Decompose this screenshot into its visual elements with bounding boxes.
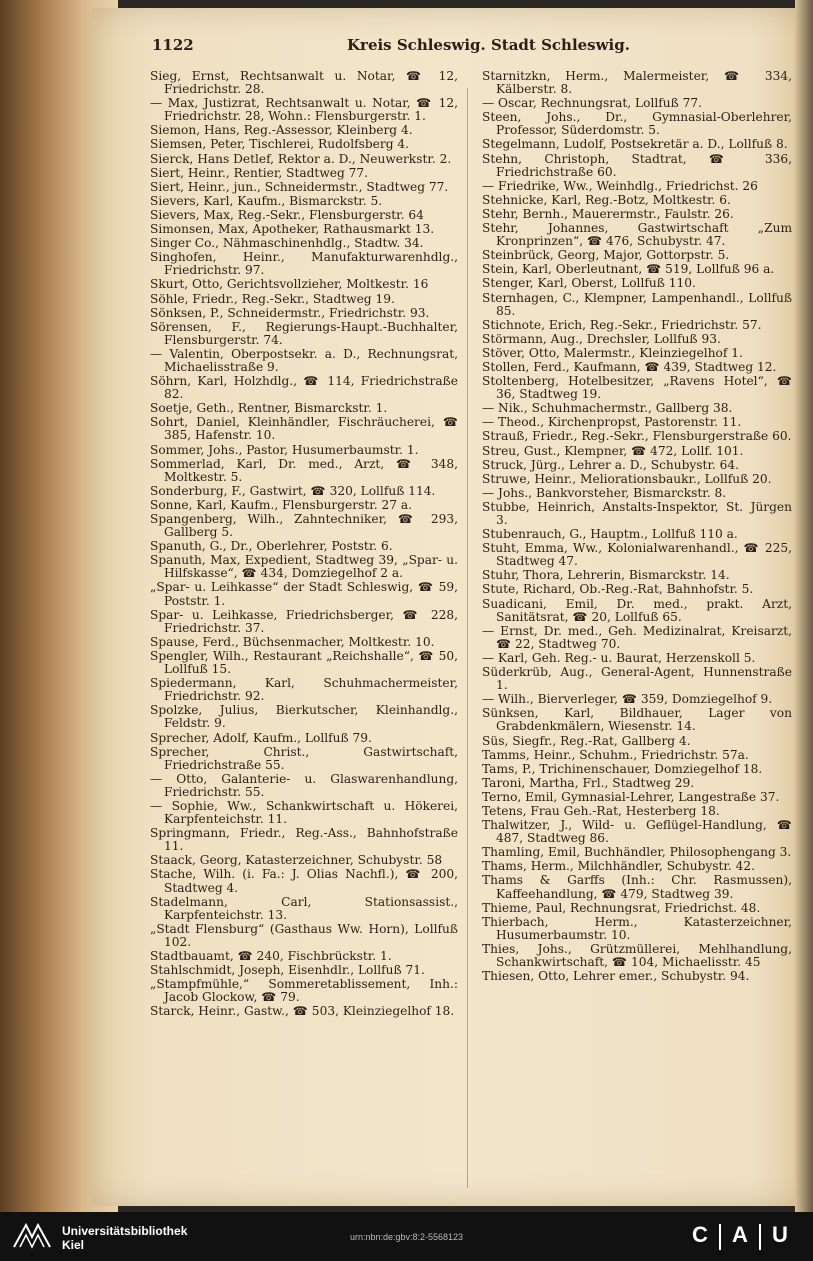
viewer-footer — [0, 1212, 813, 1261]
directory-entry: Starnitzkn, Herm., Malermeister, ☎ 334, Kälberstr. 8. — [482, 69, 792, 97]
directory-entry: Sprecher, Christ., Gastwirtschaft, Friedrichstraße 55. — [150, 744, 458, 772]
directory-entry: Stehnicke, Karl, Reg.-Botz, Moltkestr. 6. — [482, 192, 731, 207]
directory-entry: — Johs., Bankvorsteher, Bismarckstr. 8. — [482, 485, 727, 500]
directory-entry: Spolzke, Julius, Bierkutscher, Kleinhandlg., Feldstr. 9. — [150, 703, 458, 731]
directory-entry: Struwe, Heinr., Meliorationsbaukr., Lollfuß 20. — [482, 471, 772, 486]
directory-entry: Sievers, Karl, Kaufm., Bismarckstr. 5. — [150, 193, 383, 208]
directory-entry: Simonsen, Max, Apotheker, Rathausmarkt 13. — [150, 222, 435, 237]
directory-entry: Sohrt, Daniel, Kleinhändler, Fischräucherei, ☎ 385, Hafenstr. 10. — [150, 415, 458, 443]
running-head — [152, 36, 788, 62]
directory-entry: Thams, Herm., Milchhändler, Schubystr. 42. — [482, 859, 756, 874]
directory-entry: — Valentin, Oberpostsekr. a. D., Rechnungsrat, Michaelisstraße 9. — [150, 346, 458, 374]
directory-entry: Stehr, Johannes, Gastwirtschaft „Zum Kronprinzen“, ☎ 476, Schubystr. 47. — [482, 221, 792, 249]
directory-entry: Tetens, Frau Geh.-Rat, Hesterberg 18. — [482, 803, 720, 818]
right-column — [482, 70, 792, 984]
book-spine — [795, 0, 813, 1212]
directory-entry: Singhofen, Heinr., Manufakturwarenhdlg., Friedrichstr. 97. — [150, 250, 458, 278]
directory-entry: Taroni, Martha, Frl., Stadtweg 29. — [482, 775, 695, 790]
directory-entry: Sörensen, F., Regierungs-Haupt.-Buchhalter, Flensburgerstr. 74. — [150, 319, 458, 347]
directory-entry: — Otto, Galanterie- u. Glaswarenhandlung, Friedrichstr. 55. — [150, 771, 458, 799]
directory-entry: Stenger, Karl, Oberst, Lollfuß 110. — [482, 276, 696, 291]
directory-entry: Stuht, Emma, Ww., Kolonialwarenhandl., ☎ 225, Stadtweg 47. — [482, 541, 792, 569]
directory-entry: Sievers, Max, Reg.-Sekr., Flensburgerstr. 64 — [150, 207, 424, 222]
directory-entry: — Wilh., Bierverleger, ☎ 359, Domziegelhof 9. — [482, 692, 773, 707]
directory-entry: Tamms, Heinr., Schuhm., Friedrichstr. 57a. — [482, 747, 749, 762]
cau-logo-letter-u: U — [772, 1222, 788, 1247]
directory-entry: Stein, Karl, Oberleutnant, ☎ 519, Lollfuß 96 a. — [482, 262, 775, 277]
directory-entry: Sonne, Karl, Kaufm., Flensburgerstr. 27 a. — [150, 497, 412, 512]
directory-entry: Spangenberg, Wilh., Zahntechniker, ☎ 293, Gallberg 5. — [150, 512, 458, 540]
directory-entry: — Theod., Kirchenpropst, Pastorenstr. 11. — [482, 415, 742, 430]
directory-entry: Suadicani, Emil, Dr. med., prakt. Arzt, Sanitätsrat, ☎ 20, Lollfuß 65. — [482, 596, 792, 624]
directory-entry: Stehn, Christoph, Stadtrat, ☎ 336, Friedrichstraße 60. — [482, 151, 792, 179]
directory-entry: Spanuth, Max, Expedient, Stadtweg 39, „Spar- u. Hilfskasse“, ☎ 434, Domziegelhof 2 a. — [150, 553, 458, 581]
directory-entry: Stubenrauch, G., Hauptm., Lollfuß 110 a. — [482, 527, 738, 542]
page-number: 1122 — [152, 36, 194, 54]
cau-logo-letter-a: A — [732, 1222, 748, 1247]
directory-entry: — Max, Justizrat, Rechtsanwalt u. Notar, ☎ 12, Friedrichstr. 28, Wohn.: Flensburgerstr. 1. — [150, 96, 458, 124]
directory-entry: Terno, Emil, Gymnasial-Lehrer, Langestraße 37. — [482, 789, 780, 804]
book-page — [92, 8, 808, 1206]
cau-logo — [681, 1222, 799, 1250]
directory-entry: Sünksen, Karl, Bildhauer, Lager von Grabdenkmälern, Wiesenstr. 14. — [482, 706, 792, 734]
directory-entry: Siemon, Hans, Reg.-Assessor, Kleinberg 4. — [150, 123, 413, 138]
directory-entry: Stute, Richard, Ob.-Reg.-Rat, Bahnhofstr. 5. — [482, 582, 754, 597]
directory-entry: Stegelmann, Ludolf, Postsekretär a. D., Lollfuß 8. — [482, 137, 788, 152]
directory-entry: Störmann, Aug., Drechsler, Lollfuß 93. — [482, 331, 721, 346]
directory-entry: Thalwitzer, J., Wild- u. Geflügel-Handlung, ☎ 487, Stadtweg 86. — [482, 818, 792, 846]
directory-entry: — Karl, Geh. Reg.- u. Baurat, Herzenskoll 5. — [482, 650, 756, 665]
directory-entry: Staack, Georg, Katasterzeichner, Schubystr. 58 — [150, 853, 443, 868]
directory-entry: Sierck, Hans Detlef, Rektor a. D., Neuwerkstr. 2. — [150, 151, 452, 166]
directory-entry: Skurt, Otto, Gerichtsvollzieher, Moltkestr. 16 — [150, 277, 429, 292]
directory-entry: Thierbach, Herm., Katasterzeichner, Husumerbaumstr. 10. — [482, 914, 792, 942]
directory-entry: Tams, P., Trichinenschauer, Domziegelhof 18. — [482, 761, 763, 776]
directory-entry: Thies, Johs., Grützmüllerei, Mehlhandlung, Schankwirtschaft, ☎ 104, Michaelisstr. 45 — [482, 941, 792, 969]
directory-entry: Sönksen, P., Schneidermstr., Friedrichstr. 93. — [150, 305, 430, 320]
library-name: Universitätsbibliothek Kiel — [62, 1224, 188, 1252]
cau-logo-letter-c: C — [692, 1222, 708, 1247]
directory-entry: Stuhr, Thora, Lehrerin, Bismarckstr. 14. — [482, 568, 730, 583]
directory-entry: Stadelmann, Carl, Stationsassist., Karpfenteichstr. 13. — [150, 894, 458, 922]
directory-entry: Thams & Garffs (Inh.: Chr. Rasmussen), Kaffeehandlung, ☎ 479, Stadtweg 39. — [482, 873, 792, 901]
directory-entry: Singer Co., Nähmaschinenhdlg., Stadtw. 34. — [150, 236, 424, 251]
directory-entry: Sternhagen, C., Klempner, Lampenhandl., Lollfuß 85. — [482, 290, 792, 318]
directory-entry: Siemsen, Peter, Tischlerei, Rudolfsberg 4. — [150, 137, 410, 152]
running-title: Kreis Schleswig. Stadt Schleswig. — [347, 36, 630, 54]
directory-entry: Stadtbauamt, ☎ 240, Fischbrückstr. 1. — [150, 949, 392, 963]
directory-entry: — Sophie, Ww., Schankwirtschaft u. Hökerei, Karpfenteichstr. 11. — [150, 798, 458, 827]
directory-entry: Spar- u. Leihkasse, Friedrichsberger, ☎ 228, Friedrichstr. 37. — [150, 607, 458, 635]
directory-entry: Sommer, Johs., Pastor, Husumerbaumstr. 1. — [150, 442, 419, 457]
directory-entry: Struck, Jürg., Lehrer a. D., Schubystr. 64. — [482, 457, 740, 472]
directory-entry: Thieme, Paul, Rechnungsrat, Friedrichst. 48. — [482, 900, 761, 915]
directory-entry: Soetje, Geth., Rentner, Bismarckstr. 1. — [150, 401, 388, 416]
directory-entry: Thamling, Emil, Buchhändler, Philosophengang 3. — [482, 845, 792, 860]
directory-entry: Strauß, Friedr., Reg.-Sekr., Flensburgerstraße 60. — [482, 429, 792, 444]
directory-entry: Stöver, Otto, Malermstr., Kleinziegelhof 1. — [482, 345, 743, 360]
directory-entry: Stollen, Ferd., Kaufmann, ☎ 439, Stadtweg 12. — [482, 359, 777, 374]
directory-entry: — Oscar, Rechnungsrat, Lollfuß 77. — [482, 96, 703, 111]
directory-entry: Söhle, Friedr., Reg.-Sekr., Stadtweg 19. — [150, 291, 395, 306]
directory-entry: Sonderburg, F., Gastwirt, ☎ 320, Lollfuß 114. — [150, 483, 436, 498]
urn-identifier: urn:nbn:de:gbv:8:2-5568123 — [349, 1232, 464, 1242]
directory-entry: Siert, Heinr., Rentier, Stadtweg 77. — [150, 165, 369, 180]
directory-entry: Siert, Heinr., jun., Schneidermstr., Stadtweg 77. — [150, 179, 449, 194]
directory-entry: Thiesen, Otto, Lehrer emer., Schubystr. 94. — [482, 969, 750, 984]
directory-entry: Söhrn, Karl, Holzhdlg., ☎ 114, Friedrichstraße 82. — [150, 374, 458, 402]
directory-entry: Sprecher, Adolf, Kaufm., Lollfuß 79. — [150, 730, 372, 745]
directory-entry: „Stadt Flensburg“ (Gasthaus Ww. Horn), Lollfuß 102. — [150, 921, 458, 949]
directory-entry: Stichnote, Erich, Reg.-Sekr., Friedrichstr. 57. — [482, 317, 762, 332]
directory-entry: Stehr, Bernh., Mauerermstr., Faulstr. 26. — [482, 206, 734, 221]
directory-entry: Starck, Heinr., Gastw., ☎ 503, Kleinziegelhof 18. — [150, 1004, 455, 1019]
directory-entry: Stahlschmidt, Joseph, Eisenhdlr., Lollfuß 71. — [150, 963, 425, 978]
directory-entry: — Ernst, Dr. med., Geh. Medizinalrat, Kreisarzt, ☎ 22, Stadtweg 70. — [482, 623, 792, 651]
directory-entry: Stubbe, Heinrich, Anstalts-Inspektor, St. Jürgen 3. — [482, 499, 792, 527]
left-column — [150, 70, 458, 1019]
directory-entry: Süs, Siegfr., Reg.-Rat, Gallberg 4. — [482, 733, 691, 748]
directory-entry: Stache, Wilh. (i. Fa.: J. Olias Nachfl.), ☎ 200, Stadtweg 4. — [150, 867, 458, 895]
directory-entry: Steinbrück, Georg, Major, Gottorpstr. 5. — [482, 248, 730, 263]
directory-entry: Sommerlad, Karl, Dr. med., Arzt, ☎ 348, Moltkestr. 5. — [150, 456, 458, 484]
directory-entry: „Spar- u. Leihkasse“ der Stadt Schleswig, ☎ 59, Poststr. 1. — [150, 580, 458, 608]
directory-entry: — Friedrike, Ww., Weinhdlg., Friedrichst. 26 — [482, 178, 758, 193]
directory-entry: Süderkrüb, Aug., General-Agent, Hunnenstraße 1. — [482, 665, 792, 693]
directory-entry: Stoltenberg, Hotelbesitzer, „Ravens Hotel“, ☎ 36, Stadtweg 19. — [482, 374, 792, 402]
directory-entry: Streu, Gust., Klempner, ☎ 472, Lollf. 101. — [482, 443, 744, 458]
directory-entry: Spiedermann, Karl, Schuhmachermeister, Friedrichstr. 92. — [150, 676, 458, 704]
directory-entry: Spanuth, G., Dr., Oberlehrer, Poststr. 6. — [150, 539, 393, 554]
directory-entry: „Stampfmühle,“ Sommeretablissement, Inh.: Jacob Glockow, ☎ 79. — [150, 977, 458, 1005]
directory-entry: Steen, Johs., Dr., Gymnasial-Oberlehrer, Professor, Süderdomstr. 5. — [482, 110, 792, 138]
directory-entry: Sieg, Ernst, Rechtsanwalt u. Notar, ☎ 12, Friedrichstr. 28. — [150, 69, 458, 97]
column-divider — [467, 88, 468, 1188]
directory-entry: Spengler, Wilh., Restaurant „Reichshalle“, ☎ 50, Lollfuß 15. — [150, 648, 458, 677]
directory-entry: — Nik., Schuhmachermstr., Gallberg 38. — [482, 401, 733, 416]
directory-entry: Spause, Ferd., Büchsenmacher, Moltkestr. 10. — [150, 634, 435, 649]
directory-entry: Springmann, Friedr., Reg.-Ass., Bahnhofstraße 11. — [150, 826, 458, 854]
